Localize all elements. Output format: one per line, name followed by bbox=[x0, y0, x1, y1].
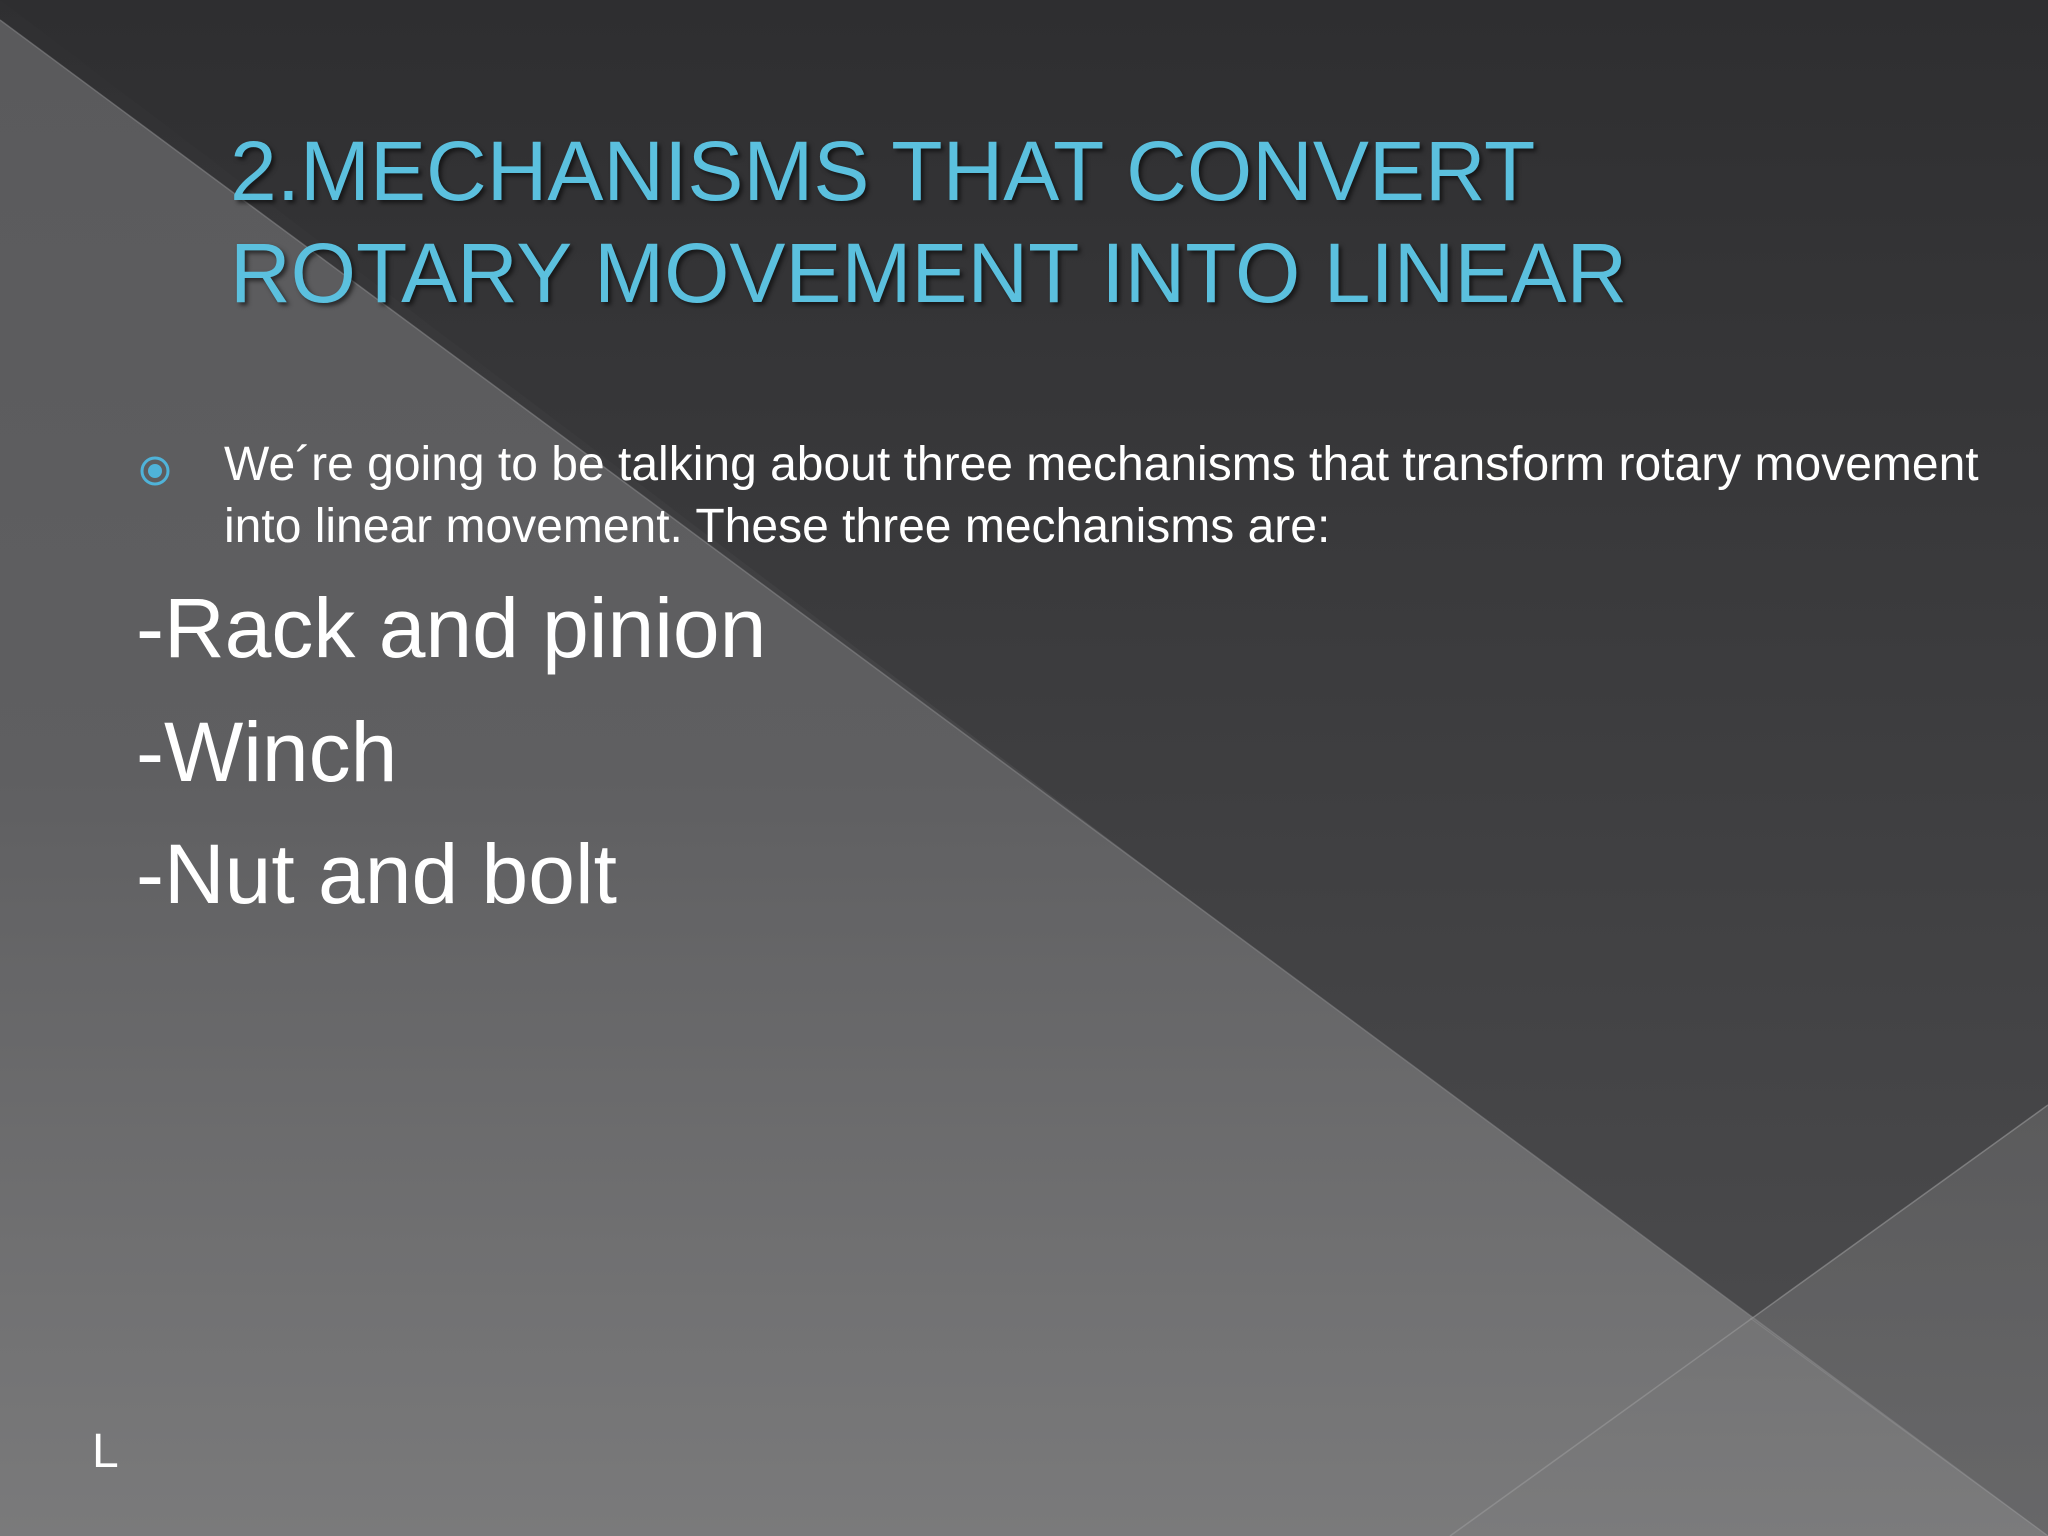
slide-title-line-1: 2.MECHANISMS THAT CONVERT bbox=[230, 124, 1536, 218]
slide-title-line-2: ROTARY MOVEMENT INTO LINEAR bbox=[230, 226, 1628, 320]
list-item-winch: -Winch bbox=[136, 705, 398, 799]
slide-title bbox=[230, 120, 1990, 324]
list-item-rack-and-pinion: -Rack and pinion bbox=[136, 581, 767, 675]
footer-letter: L bbox=[92, 1425, 119, 1478]
bullet-text: We´re going to be talking about three mechanisms that transform rotary movement into linear movement. These three mechanisms are: bbox=[224, 438, 1979, 553]
circle-bullet-icon bbox=[138, 454, 172, 488]
list-item-nut-and-bolt: -Nut and bolt bbox=[136, 827, 617, 921]
